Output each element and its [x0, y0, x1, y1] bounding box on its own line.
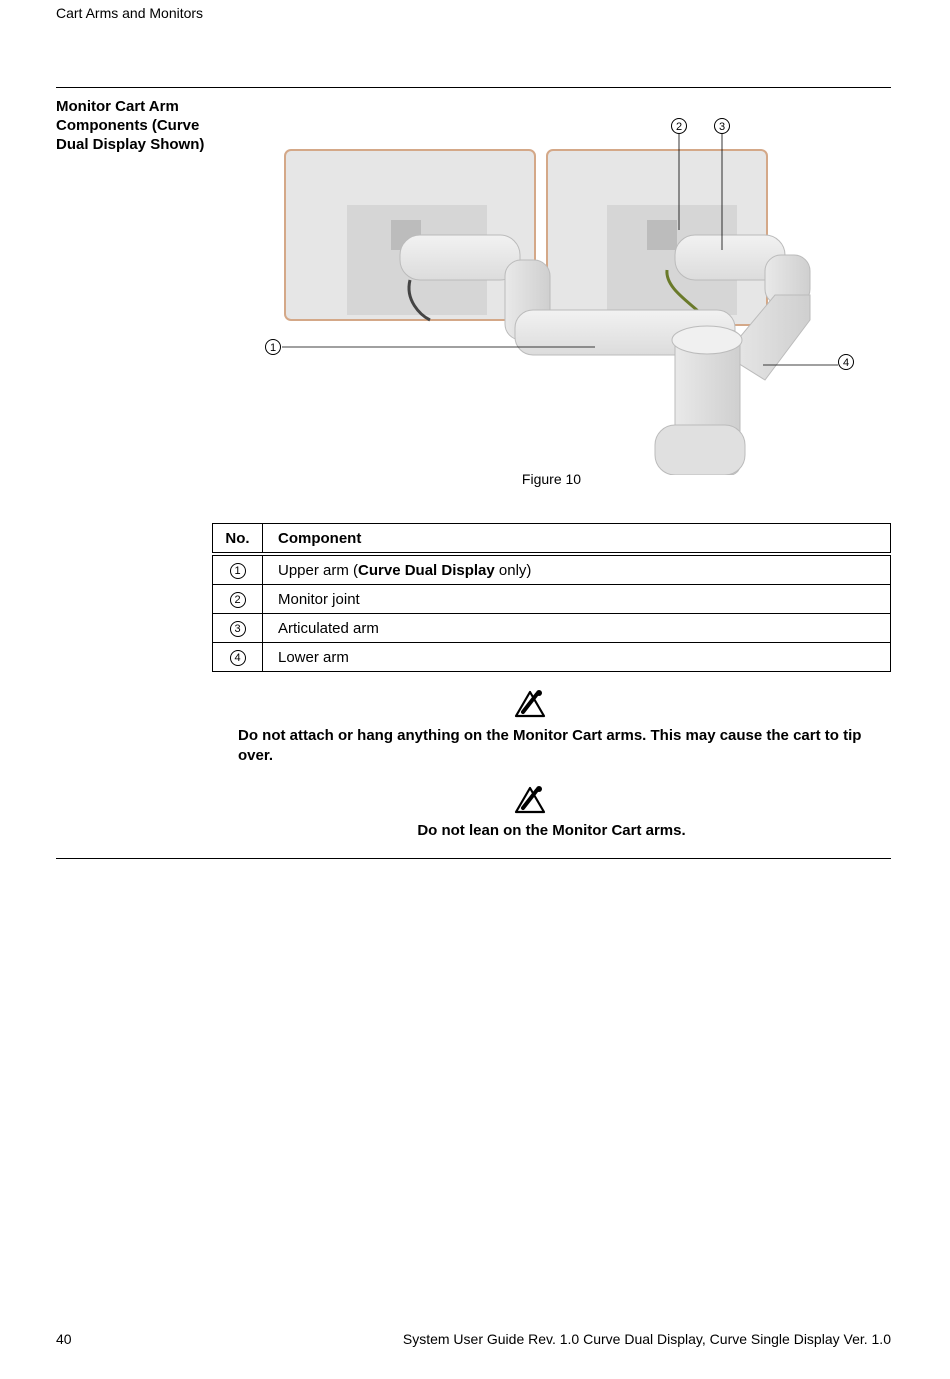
header-rule [56, 87, 891, 88]
row-text: Lower arm [263, 643, 891, 672]
note-pencil-icon [514, 688, 546, 718]
components-table [212, 523, 891, 672]
section-end-rule [56, 858, 891, 859]
note-text-lean-warning: Do not lean on the Monitor Cart arms. [417, 822, 686, 839]
row-text: Upper arm ( [278, 561, 359, 579]
table-row [213, 585, 891, 614]
monitor-cart-arm-figure [255, 105, 875, 475]
table-row [213, 554, 891, 585]
svg-text:1: 1 [269, 342, 277, 354]
row-number-badge: 4 [230, 650, 246, 666]
figure-caption: Figure 10 [521, 471, 582, 487]
table-row [213, 614, 891, 643]
table-row [213, 643, 891, 672]
section-title: Monitor Cart Arm Components (Curve Dual Display Shown) [56, 98, 205, 153]
table-header-row [213, 524, 891, 555]
callout-1 [266, 340, 281, 355]
note-text-attach-warning: Do not attach or hang anything on the Monitor Cart arms. This may cause the cart to tip over. [238, 727, 862, 764]
row-text-after: only) [494, 561, 532, 579]
column-header-component: Component [263, 524, 891, 555]
row-number-badge: 3 [230, 621, 246, 637]
page-number: 40 [56, 1331, 72, 1347]
row-number-badge: 2 [230, 592, 246, 608]
svg-text:2: 2 [675, 121, 683, 133]
row-text: Articulated arm [263, 614, 891, 643]
svg-text:3: 3 [718, 121, 726, 133]
svg-text:4: 4 [842, 357, 850, 369]
callout-4 [839, 355, 854, 370]
row-number-badge: 1 [230, 563, 246, 579]
row-text-bold: Curve Dual Display [358, 561, 495, 579]
callout-3 [715, 119, 730, 134]
note-pencil-icon [514, 784, 546, 814]
footer-document-title: System User Guide Rev. 1.0 Curve Dual Display, Curve Single Display Ver. 1.0 [402, 1331, 891, 1347]
column-header-no: No. [213, 524, 263, 555]
callout-2 [672, 119, 687, 134]
running-header: Cart Arms and Monitors [56, 5, 204, 21]
row-text: Monitor joint [263, 585, 891, 614]
